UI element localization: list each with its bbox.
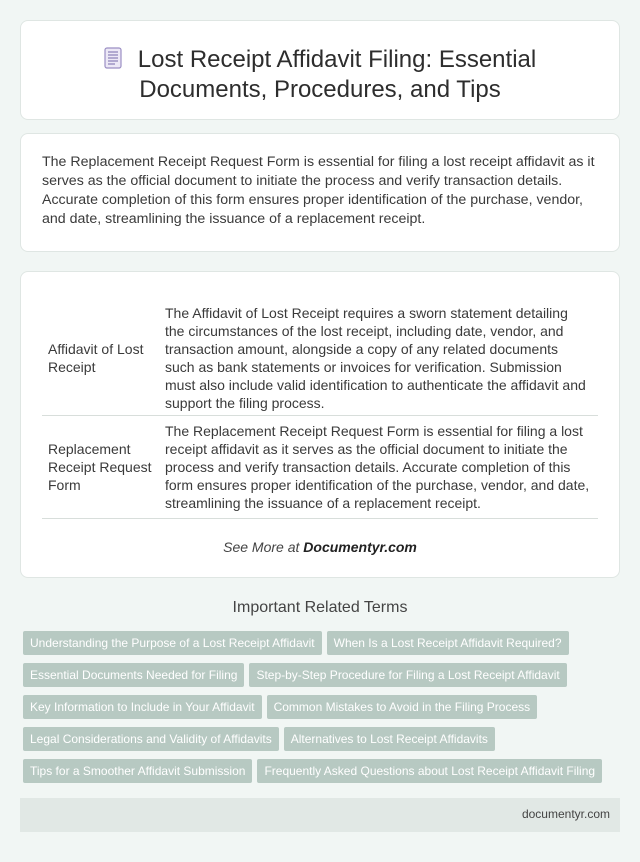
intro-card [20, 133, 620, 252]
related-tag[interactable]: Understanding the Purpose of a Lost Receipt Affidavit [23, 631, 322, 655]
term-cell: Affidavit of Lost Receipt [42, 302, 159, 415]
table-row [42, 302, 598, 415]
related-tag[interactable]: Essential Documents Needed for Filing [23, 663, 244, 687]
related-tag[interactable]: Step-by-Step Procedure for Filing a Lost Receipt Affidavit [249, 663, 566, 687]
tag-row [23, 631, 574, 655]
see-more-link[interactable] [21, 539, 619, 555]
page-title [21, 45, 619, 105]
description-cell: The Affidavit of Lost Receipt requires a sworn statement detailing the circumstances of the lost receipt, including date, vendor, and transaction amount, alongside a copy of any related documents such as bank statements or invoices for verification. Submission must also include valid identification to authenticate the affidavit and support the filing process. [159, 302, 598, 415]
term-cell: Replacement Receipt Request Form [42, 415, 159, 518]
related-tag[interactable]: Alternatives to Lost Receipt Affidavits [284, 727, 495, 751]
tag-row [23, 759, 607, 783]
details-table [42, 302, 598, 519]
table-row [42, 415, 598, 518]
footer [20, 798, 620, 832]
see-more-site[interactable]: Documentyr.com [303, 539, 417, 555]
title-line-2: Documents, Procedures, and Tips [139, 76, 501, 103]
related-tag[interactable]: Legal Considerations and Validity of Affidavits [23, 727, 279, 751]
tag-row [23, 727, 500, 751]
tag-row [23, 663, 572, 687]
tag-row [23, 695, 542, 719]
related-tag[interactable]: Key Information to Include in Your Affidavit [23, 695, 262, 719]
header-card [20, 20, 620, 120]
related-tag[interactable]: Frequently Asked Questions about Lost Receipt Affidavit Filing [257, 759, 602, 783]
intro-text: The Replacement Receipt Request Form is essential for filing a lost receipt affidavit as it serves as the official document to initiate the process and verify transaction details. Accurate completion of this form ensures proper identification of the purchase, vendor, and date, streamlining the issuance of a replacement receipt. [42, 154, 595, 227]
footer-site[interactable]: documentyr.com [521, 807, 610, 821]
related-tag[interactable]: Common Mistakes to Avoid in the Filing Process [267, 695, 538, 719]
details-card [20, 271, 620, 578]
document-icon [104, 47, 122, 69]
related-terms-heading: Important Related Terms [232, 599, 408, 616]
see-more-prefix: See More at [223, 539, 300, 555]
related-tag[interactable]: Tips for a Smoother Affidavit Submission [23, 759, 252, 783]
title-line-1: Lost Receipt Affidavit Filing: Essential [137, 46, 537, 73]
description-cell: The Replacement Receipt Request Form is essential for filing a lost receipt affidavit as it serves as the official document to initiate the process and verify transaction details. Accurate completion of this form ensures proper identification of the purchase, vendor, and date, streamlining the issuance of a replacement receipt. [159, 415, 598, 518]
related-tag[interactable]: When Is a Lost Receipt Affidavit Required? [327, 631, 569, 655]
